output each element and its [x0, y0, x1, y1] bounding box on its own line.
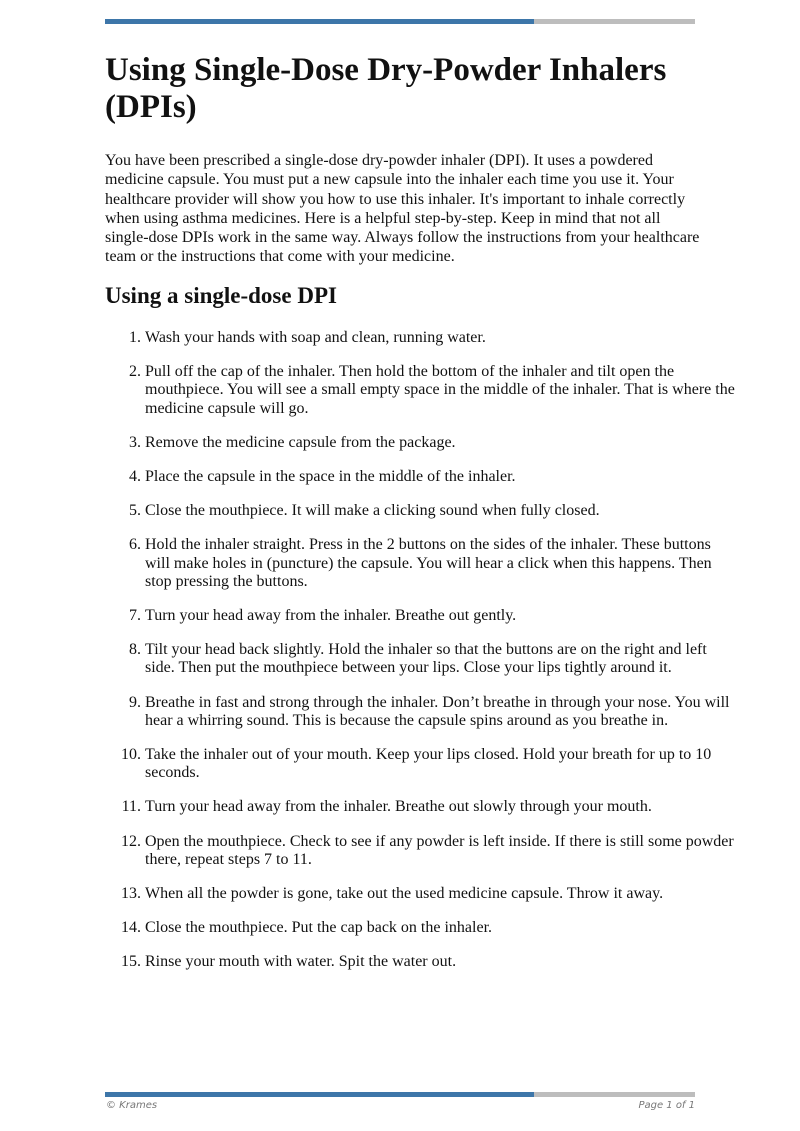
list-item: 2. Pull off the cap of the inhaler. Then hold the bottom of the inhaler and tilt open the mouthpiece. You will see a small empty space in the middle of the inhaler. That is where the medicine capsule will go.	[145, 363, 735, 418]
list-item: 5. Close the mouthpiece. It will make a clicking sound when fully closed.	[145, 502, 735, 520]
page-title: Using Single-Dose Dry-Powder Inhalers (DPIs)	[105, 52, 667, 125]
steps-list	[105, 329, 735, 988]
list-item: 10. Take the inhaler out of your mouth. Keep your lips closed. Hold your breath for up to 10 seconds.	[145, 746, 735, 782]
list-item: 12. Open the mouthpiece. Check to see if any powder is left inside. If there is still some powder there, repeat steps 7 to 11.	[145, 833, 735, 869]
list-item: 3. Remove the medicine capsule from the package.	[145, 434, 735, 452]
list-item: 9. Breathe in fast and strong through the inhaler. Don’t breathe in through your nose. You will hear a whirring sound. This is because the capsule spins around as you breathe in.	[145, 694, 735, 730]
section-heading: Using a single-dose DPI	[105, 283, 337, 308]
list-item: 6. Hold the inhaler straight. Press in the 2 buttons on the sides of the inhaler. These buttons will make holes in (puncture) the capsule. You will hear a click when this happens. Then stop pressing the buttons.	[145, 536, 735, 591]
footer-copyright: © Krames	[106, 1100, 158, 1111]
list-item: 7. Turn your head away from the inhaler. Breathe out gently.	[145, 607, 735, 625]
list-item: 14. Close the mouthpiece. Put the cap back on the inhaler.	[145, 919, 735, 937]
list-item: 15. Rinse your mouth with water. Spit the water out.	[145, 953, 735, 971]
footer-bar	[105, 1092, 695, 1097]
list-item: 4. Place the capsule in the space in the middle of the inhaler.	[145, 468, 735, 486]
list-item: 8. Tilt your head back slightly. Hold the inhaler so that the buttons are on the right and left side. Then put the mouthpiece between your lips. Close your lips tightly around it.	[145, 641, 735, 677]
footer-page-number: Page 1 of 1	[638, 1100, 695, 1111]
intro-paragraph: You have been prescribed a single-dose dry-powder inhaler (DPI). It uses a powdered medicine capsule. You must put a new capsule into the inhaler each time you use it. Your healthcare provider will show you how to use this inhaler. It's important to inhale correctly when using asthma medicines. Here is a helpful step-by-step. Keep in mind that not all single-dose DPIs work in the same way. Always follow the instructions from your healthcare team or the instructions that come with your medicine.	[105, 152, 700, 266]
list-item: 1. Wash your hands with soap and clean, running water.	[145, 329, 735, 347]
list-item: 11. Turn your head away from the inhaler. Breathe out slowly through your mouth.	[145, 798, 735, 816]
header-bar	[105, 19, 695, 24]
list-item: 13. When all the powder is gone, take out the used medicine capsule. Throw it away.	[145, 885, 735, 903]
